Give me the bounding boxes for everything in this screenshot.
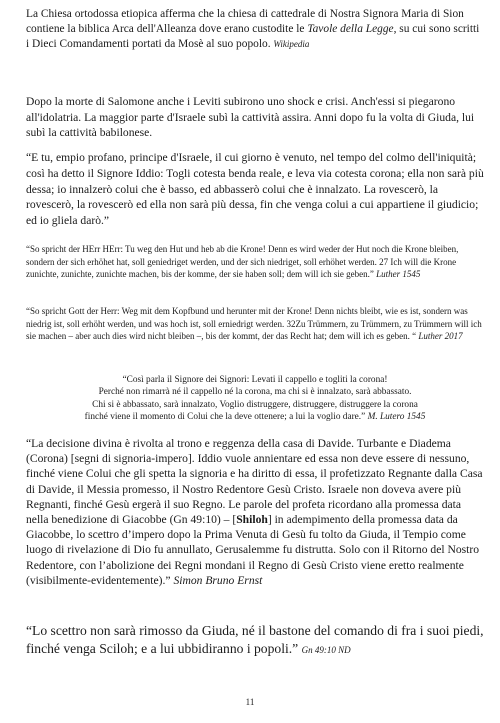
source-citation: Luther 1545 (376, 269, 421, 280)
quote-line-last (40, 411, 470, 423)
quote-text: “E tu, empio profano, principe d'Israele, il cui giorno è venuto, nel tempo del colmo dell'iniquità; così ha detto il Signore Iddio: Togli cotesta benda reale, e leva via cotesta corona; ella non sarà più dessa; io innalzerò colui che è basso, ed abbasserò colui che è innalzato. La rovescerò, la rovescerò, la rovescerò ed ella non sarà più dessa, fin che venga colui a cui appartiene il giudicio; ed io gliela darò.” (26, 151, 484, 228)
quote-luther-1545 (26, 243, 484, 281)
quote-line: “Così parla il Signore dei Signori: Levati il cappello e togliti la corona! (122, 375, 388, 385)
quote-luther-2017 (26, 305, 484, 343)
paragraph-text: La Chiesa ortodossa etiopica afferma che la chiesa di cattedrale di Nostra Signora Maria di Sion contiene la biblica Arca dell'Alleanza dove erano custodite le (26, 8, 464, 35)
quote-lutero-italian-centered (40, 374, 470, 423)
commentary-text: “La decisione divina è rivolta al trono e reggenza della casa di Davide. Turbante e Diadema (Corona) [segni di signoria-impero]. Iddio vuole annientare ed essa non deve essere di nessuno, finché viene Colui che gli spetta la signoria e ha diritto di essa, il profetizzato Regnante dalla Casa di Davide, il Messia promesso, il Nostro Redentore Gesù Cristo. Israele non doveva avere più Regnanti, finché Gesù ergerà il suo Regno. Le parole del profeta ricordano alla promessa data nella benedizione di Giacobbe (Gn 49:10) – [ (26, 437, 483, 527)
source-citation: Simon Bruno Ernst (173, 573, 263, 587)
quote-genesis (26, 622, 484, 659)
paragraph-text: Dopo la morte di Salomone anche i Leviti subirono uno shock e crisi. Anch'essi si piegarono all'idolatria. La maggior parte d'Israele subì la cattività assira. Anni dopo fu la volta di Giuda, lui subì la cattività babilonese. (26, 95, 475, 139)
quote-line: Chi si è abbassato, sarà innalzato, Voglio distruggere, distruggere, distruggere la corona (92, 399, 418, 410)
quote-ezekiel-italian (26, 150, 484, 229)
quote-line: Perché non rimarrà né il cappello né la corona, ma chi si è innalzato, sarà abbassato. (98, 387, 412, 398)
quote-text: “So spricht der HErr HErr: Tu weg den Hut und heb ab die Krone! Denn es wird weder der Hut noch die Krone bleiben, sondern der sich erhöhet hat, soll geniedriget werden, und der sich niedriget, soll erhöhet werden. 27 Ich will die Krone zunichte, zunichte, zunichte machen, bis der komme, der sie haben soll; dem will ich sie geben.” (26, 244, 459, 280)
source-citation: Gn 49:10 ND (301, 645, 351, 655)
quote-line-text: finché viene il momento di Colui che la deve ottenere; a lui la voglio dare.” (84, 411, 368, 422)
paragraph-ark-of-covenant (26, 7, 484, 52)
commentary-text-cont: ] in adempimento della promessa data da Giacobbe, lo scettro d’impero dopo la Prima Venuta di Gesù fu tolto da Giuda, il Tempio come luogo di rivelazione di Dio fu annullato, Gerusalemme fu distrutta. Solo con il Ritorno del Nostro Redentore, con l’abolizione dei Regni mondani il Regno di Gesù Cristo viene eretto realmente (visibilmente-evidentemente).” (26, 513, 480, 587)
page-number: 11 (245, 697, 255, 707)
paragraph-text-cont: , su cui sono scritti i Dieci Comandamenti portati da Mosè al suo popolo. (26, 23, 480, 50)
quote-text: “Lo scettro non sarà rimosso da Giuda, né il bastone del comando di fra i suoi piedi, finché venga Sciloh; e a lui ubbidiranno i popoli.” (26, 623, 484, 656)
source-citation: M. Lutero 1545 (367, 411, 426, 422)
quote-text: “So spricht Gott der Herr: Weg mit dem Kopfbund und herunter mit der Krone! Denn nichts bleibt, wie es ist, sondern was niedrig ist, soll erhöht werden, und was hoch ist, soll erniedrigt werden. 32Zu Trümmern, zu Trümmern, zu Trümmern will ich sie machen – aber auch dies wird nicht bleiben –, bis der kommt, der das Recht hat; dem will ich es geben. “ (26, 306, 482, 342)
italic-term: Tavole della Legge (307, 23, 394, 35)
source-citation: Luther 2017 (418, 331, 463, 342)
source-citation: Wikipedia (273, 39, 310, 49)
commentary-paragraph (26, 436, 484, 588)
paragraph-after-solomon (26, 94, 484, 141)
bold-term-shiloh: Shiloh (236, 513, 268, 527)
